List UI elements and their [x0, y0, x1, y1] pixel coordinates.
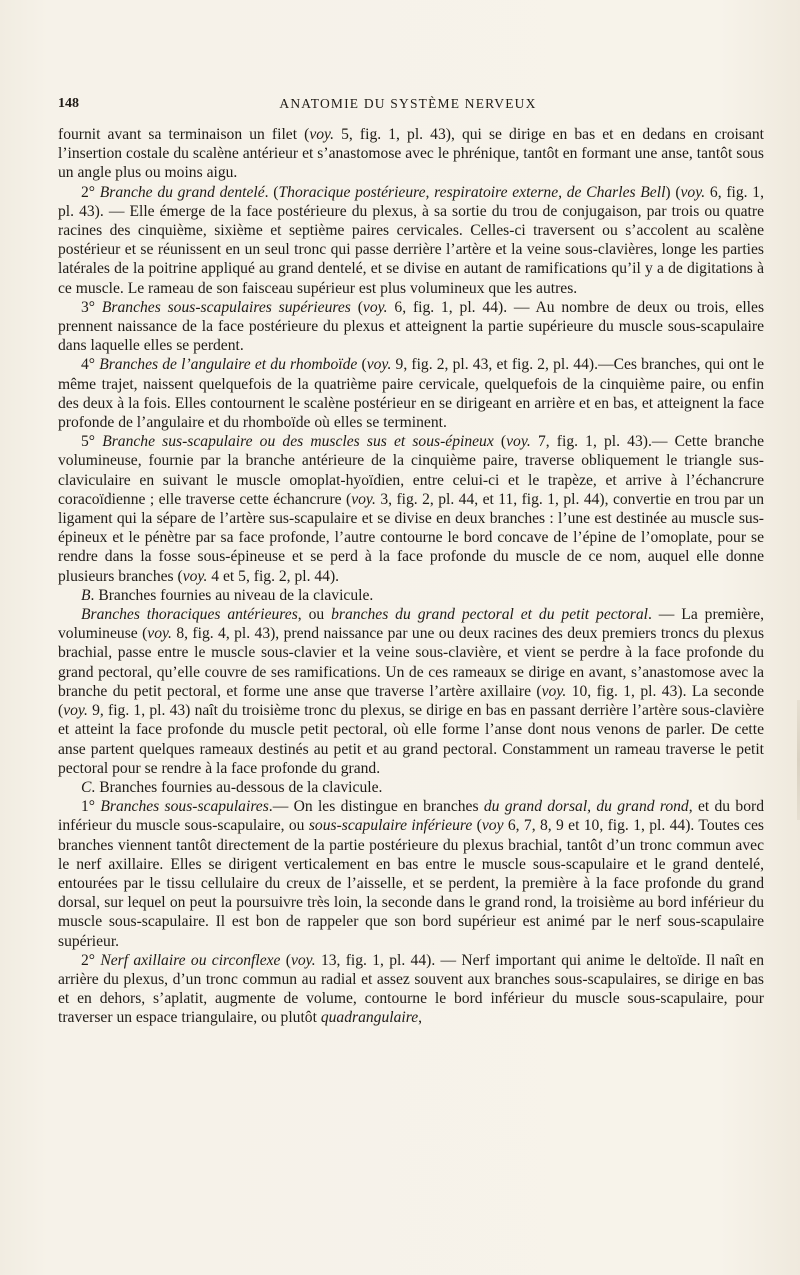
text-run: 7, fig. 1, pl. 43).— Cette branche volumineuse, fournie par la branche antérieure de la cinquième paire, traverse obliquement le triangle sus-claviculaire en suivant le muscle omoplat-hyoïdien, entre celui-ci et le trapèze, et arrive à l’échancrure coracoïdienne ; elle traverse cette échancrure (: [58, 433, 765, 508]
italic-run: B: [81, 586, 91, 604]
running-title: ANATOMIE DU SYSTÈME NERVEUX: [279, 96, 537, 111]
text-run: 6, 7, 8, 9 et 10, fig. 1, pl. 44). Toutes ces branches viennent tantôt directement de la partie postérieure du plexus brachial, tantôt d’un tronc commun avec le nerf axillaire. Elles se dirigent verticalement en bas entre le muscle sous-scapulaire et le grand dentelé, entourées par le tissu cellulaire du creux de l’aisselle, et se perdent, la première à la face profonde du grand dorsal, sur lequel on peut la poursuivre très loin, la seconde dans le grand rond, la troisième au bord inférieur du muscle sous-scapulaire. Il est bon de rappeler que son bord supérieur est animé par le nerf sous-scapulaire supérieur.: [58, 817, 764, 950]
text-run: 9, fig. 1, pl. 43) naît du troisième tronc du plexus, se dirige en bas en passant derrière l’artère sous-clavière et atteint la face profonde du muscle petit pectoral, où elle forme l’anse dont nous venons de parler. De cette anse partent quelques rameaux destinés au petit et au grand pectoral. Constamment un rameau traverse le petit pectoral pour se rendre à la face profonde du grand.: [58, 702, 764, 777]
paragraph: [58, 298, 764, 356]
italic-run: voy.: [366, 356, 392, 374]
text-run: 4°: [81, 356, 100, 374]
text-run: 2°: [81, 183, 100, 201]
italic-run: voy.: [290, 951, 316, 969]
page-header: [58, 96, 758, 118]
text-run: 3, fig. 2, pl. 44, et 11, fig. 1, pl. 44), convertie en trou par un ligament qui la sépare de l’artère sus-scapulaire et se divise en deux branches : l’une est destinée au muscle sus-épineux et le pénètre par sa face profonde, l’autre contourne le bord concave de l’épine de l’omoplate, pour se rendre dans la fosse sous-épineuse et se perd à la face profonde du muscle de ce nom, auquel elle donne plusieurs branches (: [58, 490, 765, 585]
paragraph: [58, 797, 764, 951]
text-run: 3°: [81, 298, 102, 316]
section-heading: [58, 586, 764, 605]
italic-run: voy.: [506, 433, 531, 451]
text-run: 2°: [81, 951, 101, 969]
italic-run: branches du grand pectoral et du petit pectoral: [331, 606, 648, 624]
text-run: 1°: [81, 798, 101, 816]
page-number: 148: [58, 96, 79, 111]
text-run: 13, fig. 1, pl. 44). — Nerf important qui anime le deltoïde. Il naît en arrière du plexus, d’un tronc commun au radial et assez souvent aux branches sous-scapulaires, se dirige en bas et en dehors, s’aplatit, augmente de volume, contourne le bord inférieur du muscle sous-scapulaire, pour traverser un espace triangulaire, ou plutôt: [58, 951, 764, 1027]
text-run: 9, fig. 2, pl. 43, et fig. 2, pl. 44).—Ces branches, qui ont le même trajet, naissent quelquefois de la quatrième paire cervicale, quelquefois de la cinquième paire, ou enfin des deux à la fois. Elles contournent le scalène postérieur en se dirigeant en arrière et en bas, et atteignent la face profonde de l’angulaire et du rhomboïde où elles se terminent.: [58, 356, 765, 432]
text-run: . Branches fournies au niveau de la clavicule.: [90, 586, 374, 604]
paragraph: [58, 125, 764, 183]
paragraph: [58, 183, 764, 298]
italic-run: du grand dorsal, du grand rond: [483, 798, 689, 816]
italic-run: Branche du grand dentelé: [99, 183, 265, 201]
italic-run: voy.: [182, 567, 208, 585]
text-run: . — La première, volumineuse (: [58, 606, 764, 643]
italic-run: Branches de l’angulaire et du rhomboïde: [99, 356, 358, 374]
text-run: 4 et 5, fig. 2, pl. 44).: [207, 567, 340, 585]
italic-run: Thoracique postérieure, respiratoire externe, de Charles Bell: [278, 183, 666, 201]
text-run: ,: [418, 1009, 423, 1027]
text-run: (: [472, 817, 482, 835]
italic-run: Branches sous-scapulaires: [100, 798, 269, 816]
text-run: .— On les distingue en branches: [268, 798, 484, 816]
text-run: fournit avant sa terminaison un filet (: [58, 126, 310, 143]
body-text: [58, 125, 764, 1028]
text-run: 6, fig. 1, pl. 44). — Au nombre de deux ou trois, elles prennent naissance de la face postérieure du plexus et atteignent la partie supérieure du muscle sous-scapulaire dans laquelle elles se perdent.: [58, 298, 765, 355]
italic-run: quadrangulaire: [320, 1009, 419, 1027]
text-run: 10, fig. 1, pl. 43). La seconde (: [58, 682, 764, 720]
text-run: (: [350, 298, 363, 316]
text-run: . Branches fournies au-dessous de la clavicule.: [91, 778, 383, 796]
italic-run: voy.: [147, 625, 172, 643]
text-run: (: [280, 951, 291, 969]
text-run: (: [357, 356, 367, 374]
text-run: 6, fig. 1, pl. 43). — Elle émerge de la face postérieure du plexus, à sa sortie du trou de conjugaison, par trois ou quatre racines des cinquième, sixième et septième paires cervicales. Celles-ci traversent ou s’accolent au scalène postérieur et se réunissent en un seul tronc qui passe derrière l’artère et la veine sous-clavières, longe les parties latérales de la poitrine appliqué au grand dentelé, et se divise en autant de ramifications qu’il y a de digitations à ce muscle. Le rameau de son faisceau supérieur est plus volumineux que les autres.: [58, 183, 764, 297]
italic-run: C: [81, 778, 92, 796]
italic-run: voy.: [63, 702, 88, 720]
italic-run: voy.: [541, 682, 567, 700]
italic-run: voy: [481, 817, 504, 835]
text-run: . (: [264, 183, 279, 201]
paragraph: [58, 355, 764, 432]
paragraph: [58, 432, 764, 586]
text-run: , et du bord inférieur du muscle sous-scapulaire, ou: [58, 798, 764, 835]
italic-run: Branches thoraciques antérieures: [81, 606, 298, 624]
italic-run: voy.: [309, 126, 335, 143]
text-run: 5°: [81, 433, 103, 451]
italic-run: voy.: [680, 183, 706, 201]
text-run: , ou: [297, 606, 332, 624]
paragraph: [58, 951, 764, 1028]
italic-run: Nerf axillaire ou circonflexe: [100, 951, 281, 969]
italic-run: sous-scapulaire inférieure: [308, 817, 473, 835]
text-run: 5, fig. 1, pl. 43), qui se dirige en bas et en dedans en croisant l’insertion costale du scalène antérieur et s’anastomose avec le phrénique, tantôt en formant une anse, tantôt sous un angle plus ou moins aigu.: [58, 126, 764, 182]
text-run: 8, fig. 4, pl. 43), prend naissance par une ou deux racines des deux premiers troncs du plexus brachial, passe entre le muscle sous-clavier et la veine sous-clavière, et vient se perdre à la face profonde du grand pectoral, qu’elle couvre de ses ramifications. Un de ces rameaux se dirige en avant, s’anastomose avec la branche du petit pectoral, et forme une anse que traverse l’artère axillaire (: [58, 625, 765, 700]
italic-run: Branche sus-scapulaire ou des muscles sus et sous-épineux: [102, 433, 494, 451]
italic-run: Branches sous-scapulaires supérieures: [101, 298, 351, 316]
paragraph: [58, 605, 764, 778]
text-run: (: [493, 433, 507, 451]
section-heading: [58, 778, 764, 797]
text-run: ) (: [665, 183, 681, 201]
italic-run: voy.: [351, 490, 376, 508]
italic-run: voy.: [362, 298, 388, 316]
